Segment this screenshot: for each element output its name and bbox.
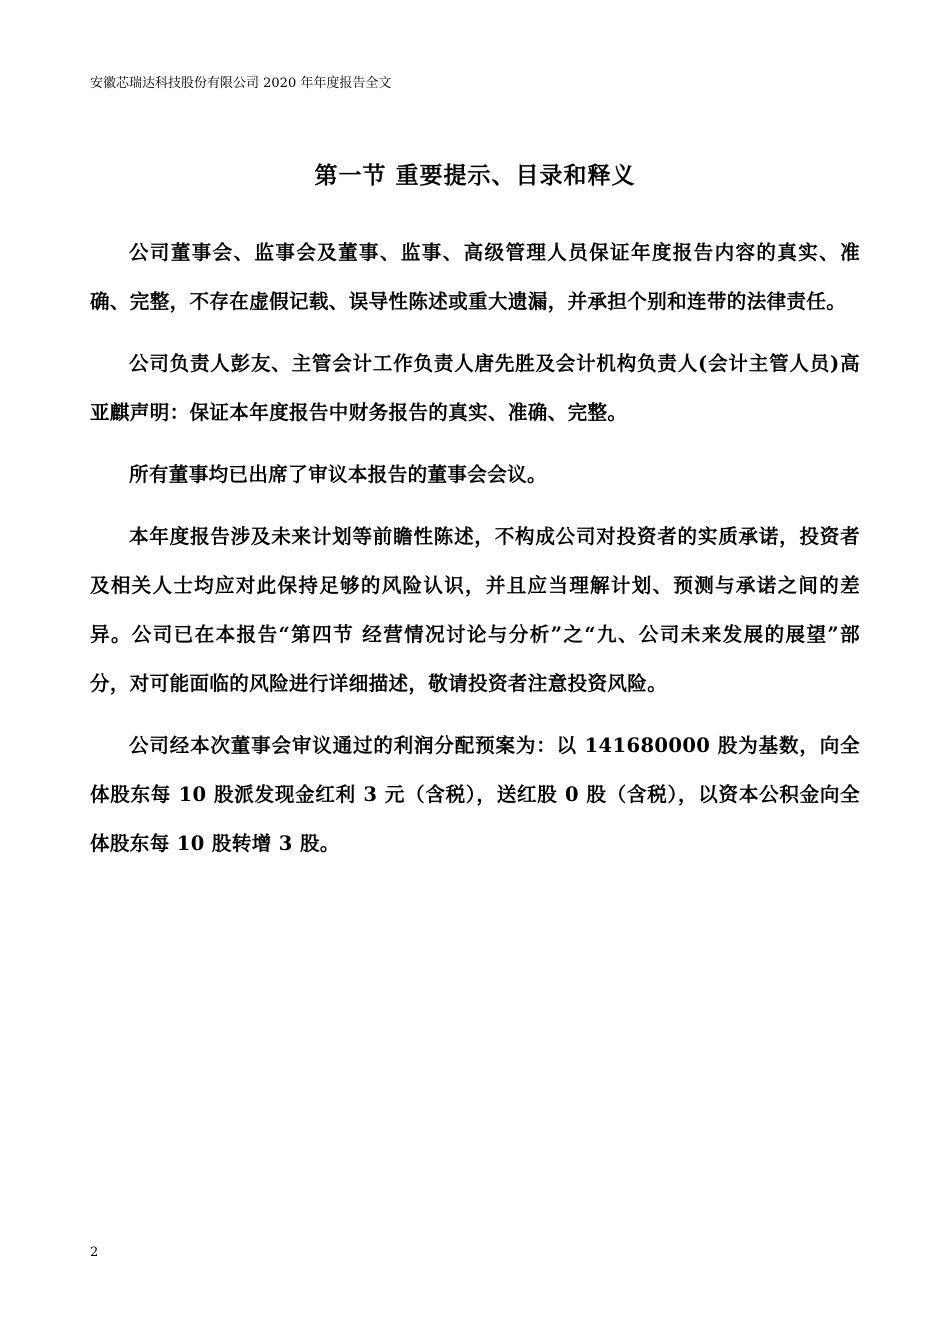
section-title: 第一节 重要提示、目录和释义	[314, 162, 636, 189]
paragraph-responsibility: 公司董事会、监事会及董事、监事、高级管理人员保证年度报告内容的真实、准确、完整，不存在虚假记载、误导性陈述或重大遗漏，并承担个别和连带的法律责任。	[90, 241, 860, 313]
running-header: 安徽芯瑞达科技股份有限公司 2020 年年度报告全文	[90, 76, 392, 91]
body-text	[90, 228, 860, 881]
header-divider	[90, 98, 860, 99]
paragraph-profit-distribution: 公司经本次董事会审议通过的利润分配预案为：以 141680000 股为基数，向全体股东每 10 股派发现金红利 3 元（含税），送红股 0 股（含税），以资本公积金向全体股东每 10 股转增 3 股。	[90, 734, 860, 855]
page-number: 2	[90, 1245, 99, 1260]
paragraph-forward-looking: 本年度报告涉及未来计划等前瞻性陈述，不构成公司对投资者的实质承诺，投资者及相关人士均应对此保持足够的风险认识，并且应当理解计划、预测与承诺之间的差异。公司已在本报告“第四节 经营情况讨论与分析”之“九、公司未来发展的展望”部分，对可能面临的风险进行详细描述，敬请投资者注意投资风险。	[90, 525, 860, 695]
paragraph-attendance: 所有董事均已出席了审议本报告的董事会会议。	[129, 463, 547, 486]
paragraph-declaration: 公司负责人彭友、主管会计工作负责人唐先胜及会计机构负责人(会计主管人员)高亚麒声明：保证本年度报告中财务报告的真实、准确、完整。	[90, 352, 860, 424]
